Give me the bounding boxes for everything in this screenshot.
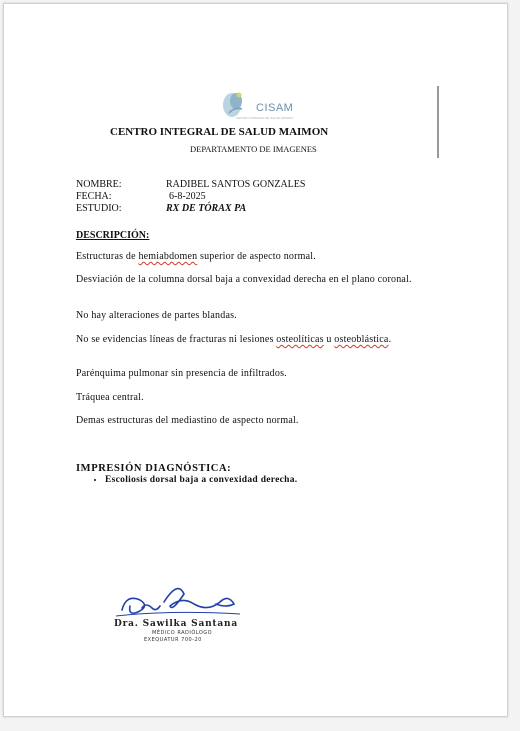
impression-item: • Escoliosis dorsal baja a convexidad derecha.	[105, 475, 297, 485]
description-heading: DESCRIPCIÓN:	[76, 230, 150, 241]
logo-text: CISAM	[256, 102, 294, 114]
impression-list	[91, 475, 297, 485]
description-paragraph-7: Demas estructuras del mediastino de aspecto normal.	[76, 415, 299, 426]
date-label: FECHA:	[76, 191, 112, 202]
description-paragraph-6: Tráquea central.	[76, 392, 144, 403]
document-page[interactable]	[3, 3, 508, 717]
department-name: DEPARTAMENTO DE IMAGENES	[190, 144, 317, 154]
page-scrollbar[interactable]	[437, 86, 439, 158]
svg-text:EXEQUATUR 700-20: EXEQUATUR 700-20	[144, 637, 202, 643]
spellcheck-word[interactable]: osteoblástica	[334, 334, 389, 345]
description-paragraph-5: Parénquima pulmonar sin presencia de infiltrados.	[76, 368, 287, 379]
description-paragraph-4: No se evidencias líneas de fracturas ni lesiones osteolíticas u osteoblástica.	[76, 334, 392, 345]
logo-subtext: CENTRO INTEGRAL DE SALUD MAIMON	[236, 116, 294, 120]
svg-text:Dra. Sawilka Santana: Dra. Sawilka Santana	[114, 619, 238, 629]
name-label: NOMBRE:	[76, 179, 122, 190]
spellcheck-word[interactable]: hemiabdomen	[138, 251, 198, 262]
description-paragraph-1: Estructuras de hemiabdomen superior de aspecto normal.	[76, 251, 316, 262]
date-value: 6-8-2025	[169, 191, 206, 202]
impression-heading: IMPRESIÓN DIAGNÓSTICA:	[76, 463, 232, 474]
description-paragraph-3: No hay alteraciones de partes blandas.	[76, 310, 237, 321]
description-paragraph-2: Desviación de la columna dorsal baja a convexidad derecha en el plano coronal.	[76, 274, 412, 285]
study-label: ESTUDIO:	[76, 203, 122, 214]
name-value: RADIBEL SANTOS GONZALES	[166, 179, 306, 190]
doctor-signature-stamp	[112, 582, 262, 652]
institution-title: CENTRO INTEGRAL DE SALUD MAIMON	[110, 126, 329, 138]
study-value: RX DE TÓRAX PA	[166, 203, 247, 214]
spellcheck-word[interactable]: osteolíticas	[276, 334, 324, 345]
svg-text:MÉDICO RADIÓLOGO: MÉDICO RADIÓLOGO	[152, 630, 213, 636]
